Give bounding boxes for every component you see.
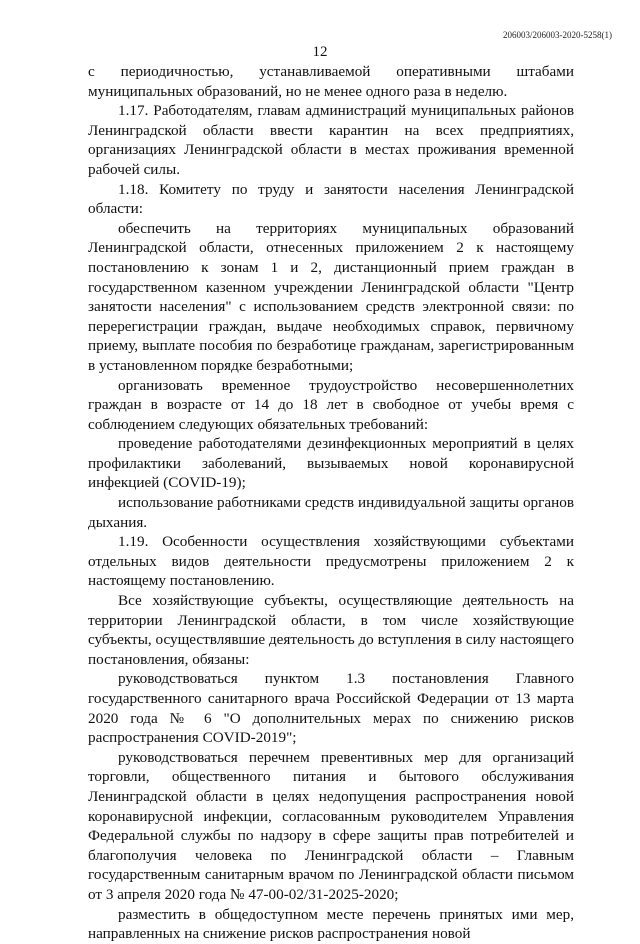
paragraph-1-19: 1.19. Особенности осуществления хозяйствующими субъектами отдельных видов деятельности предусмотрены приложением 2 к настоящему постановлению. <box>88 533 574 590</box>
paragraph: Все хозяйствующие субъекты, осуществляющие деятельность на территории Ленинградской области, в том числе хозяйствующие субъекты, осуществлявшие деятельность до вступления в силу настоящего постановления, обязаны: <box>88 592 574 668</box>
paragraph-1-17: 1.17. Работодателям, главам администраций муниципальных районов Ленинградской области ввести карантин на всех предприятиях, организациях Ленинградской области в местах проживания временной рабочей силы. <box>88 102 574 178</box>
paragraph: с периодичностью, устанавливаемой оперативными штабами муниципальных образований, но не менее одного раза в неделю. <box>88 63 574 100</box>
paragraph: обеспечить на территориях муниципальных образований Ленинградской области, отнесенных приложением 2 к настоящему постановлению к зонам 1 и 2, дистанционный прием граждан в государственном казенном учреждении Ленинградской области "Центр занятости населения" с использованием средств электронной связи: по перерегистрации граждан, выдаче необходимых справок, первичному приему, выплате пособия по безработице гражданам, зарегистрированным в установленном порядке безработными; <box>88 219 574 374</box>
paragraph: проведение работодателями дезинфекционных мероприятий в целях профилактики заболеваний, вызываемых новой коронавирусной инфекцией (COVID-19); <box>88 435 574 492</box>
paragraph: разместить в общедоступном месте перечень принятых ими мер, направленных на снижение рисков распространения новой <box>88 905 574 943</box>
paragraph-1-18: 1.18. Комитету по труду и занятости населения Ленинградской области: <box>88 180 574 218</box>
document-body <box>88 62 574 944</box>
document-registration-number: 206003/206003-2020-5258(1) <box>503 30 612 40</box>
paragraph: использование работниками средств индивидуальной защиты органов дыхания. <box>88 494 574 531</box>
paragraph: организовать временное трудоустройство несовершеннолетних граждан в возрасте от 14 до 18 лет в свободное от учебы время с соблюдением следующих обязательных требований: <box>88 376 574 433</box>
paragraph: руководствоваться перечнем превентивных мер для организаций торговли, общественного питания и бытового обслуживания Ленинградской области в целях недопущения распространения новой коронавирусной инфекции, согласованным руководителем Управления Федеральной службы по надзору в сфере защиты прав потребителей и благополучия человека по Ленинградской области – Главным государственным санитарным врачом по Ленинградской области письмом от 3 апреля 2020 года № 47-00-02/31-2025-2020; <box>88 748 574 903</box>
paragraph: руководствоваться пунктом 1.3 постановления Главного государственного санитарного врача Российской Федерации от 13 марта 2020 года № 6 "О дополнительных мерах по снижению рисков распространения COVID-2019"; <box>88 670 574 747</box>
page-number: 12 <box>312 44 328 60</box>
